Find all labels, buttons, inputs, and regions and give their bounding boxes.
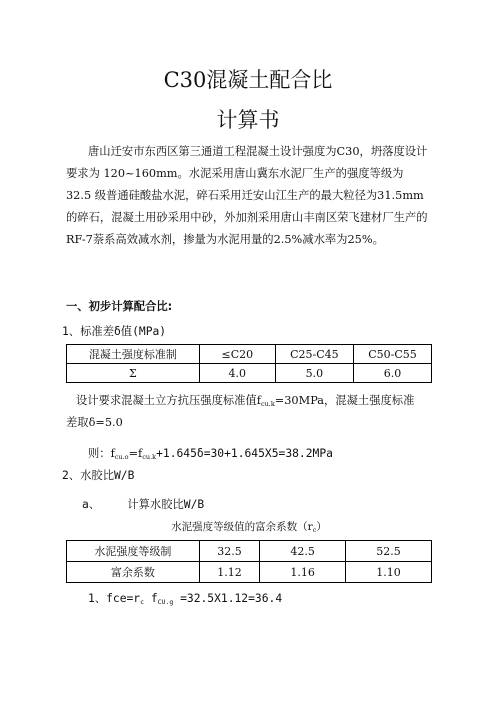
fce-text-mid: f (144, 592, 158, 605)
table-cell: 5.0 (275, 364, 353, 383)
surplus-coefficient-table (66, 540, 432, 583)
fce-subscript-2: CU.g (157, 598, 174, 606)
calc-subscript: cu.o (114, 453, 129, 461)
sub-item-a: a、 计算水胶比W/B (82, 498, 205, 511)
table-cell: C25-C45 (275, 345, 353, 364)
table-cell: 富余系数 (67, 562, 200, 583)
req-text: 设计要求混凝土立方抗压强度标准值f (76, 394, 261, 407)
fce-subscript: c (140, 598, 145, 606)
table-cell: 1.16 (260, 562, 346, 583)
fce-text-end: =32.5X1.12=36.4 (173, 592, 283, 605)
document-subtitle: 计算书 (216, 108, 280, 132)
table-cell: 6.0 (353, 364, 431, 383)
calc-text: 则：f (88, 447, 115, 460)
calc-text-end: +1.645δ=30+1.645X5=38.2MPa (156, 447, 333, 460)
fce-text: 1、fce=r (88, 592, 141, 605)
caption-text-end: ） (316, 521, 327, 533)
table-row (67, 345, 432, 364)
table-cell: 42.5 (260, 541, 346, 562)
table-row (67, 364, 432, 383)
table-cell: 混凝土强度标准制 (67, 345, 200, 364)
table-cell: 1.10 (346, 562, 432, 583)
intro-text: 唐山迁安市东西区第三通道工程混凝土设计强度为C30，坍落度设计要求为 120~160mm。水泥采用唐山冀东水泥厂生产的强度等级为 32.5 级普通硅酸盐水泥，碎石采用迁安山江生产的最大粒径为31.5mm 的碎石，混凝土用砂采用中砂，外加剂采用唐山丰南区荣飞建材厂生产的RF-7萘系高效减水剂，掺量为水泥用量的2.5%减水率为25%。 (66, 145, 428, 246)
table-cell: 水泥强度等级制 (67, 541, 200, 562)
requirement-line-1 (76, 392, 414, 408)
table-cell: Σ (67, 364, 200, 383)
req-text-end: =30MPa，混凝土强度标准 (274, 394, 415, 407)
calc-subscript-2: cu.k (142, 453, 157, 461)
document-title: C30混凝土配合比 (163, 68, 333, 92)
table-cell: 52.5 (346, 541, 432, 562)
table-row (67, 541, 432, 562)
caption-subscript: c (312, 526, 317, 534)
item-water-binder-heading: 2、水胶比W/B (62, 469, 135, 482)
item-std-dev-heading: 1、标准差δ值(MPa) (62, 325, 167, 338)
table-cell: ≤C20 (199, 345, 275, 364)
requirement-line-2: 差取δ=5.0 (66, 416, 123, 429)
table-cell: C50-C55 (353, 345, 431, 364)
calculation-line (88, 445, 333, 461)
table-cell: 1.12 (199, 562, 259, 583)
table-cell: 32.5 (199, 541, 259, 562)
section-heading-initial-mix: 一、初步计算配合比: (66, 300, 173, 313)
table-row (67, 562, 432, 583)
fce-calculation-line (88, 590, 282, 606)
std-dev-table (66, 344, 432, 383)
caption-text: 水泥强度等级值的富余系数（r (171, 521, 313, 533)
req-subscript: cu.k (260, 400, 275, 408)
calc-text-mid: =f (128, 447, 143, 460)
table-cell: 4.0 (199, 364, 275, 383)
intro-paragraph (66, 141, 432, 251)
table2-caption (66, 519, 432, 534)
